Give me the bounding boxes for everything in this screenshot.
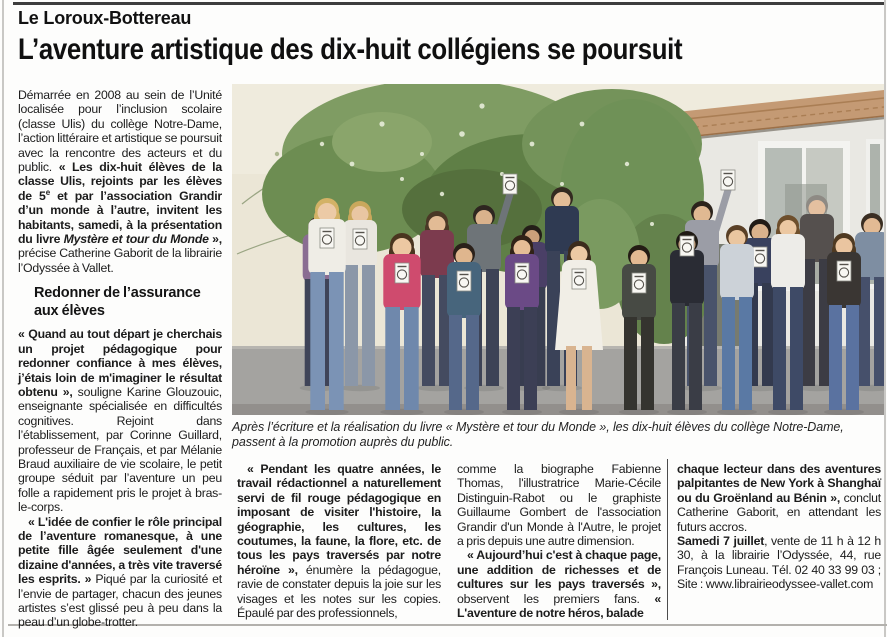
paragraph: « Quand au tout départ je cherchais un projet pédagogique pour redonner confiance à mes élèves, j’étais loin de m'imaginer le résultat obtenu », souligne Karine Glouzouic, enseignante spécialisée en difficultés cognitives. Rejoint dans l’établissement, par Corinne Guillard, professeur de Français, et par Mélanie Braud auxiliaire de vie scolaire, le petit groupe séduit par l’aventure un peu folle a rapidement pris le projet à bras-le-corps. [18,327,222,515]
column-divider-rule [667,459,668,620]
article-column-3 [457,462,661,620]
article-column-2 [237,462,441,620]
paragraph: chaque lecteur dans des aventures palpitantes de New York à Shanghaï ou du Groënland au Bénin », conclut Catherine Gaborit, en attendant les futurs accros. [677,462,881,534]
kicker: Le Loroux-Bottereau [18,8,192,28]
group-photo-illustration [232,84,884,415]
article-column-1 [18,88,222,630]
paragraph: comme la biographe Fabienne Thomas, l'illustratrice Marie-Cécile Distinguin-Rabot ou le graphiste Guillaume Gombert de l'association Grandir d'un Monde à l'Autre, le projet a pris depuis une autre dimension. [457,462,661,549]
paragraph: « Aujourd’hui c'est à chaque page, une addition de richesses et de cultures sur les pays traversés », observent les premiers fans. « L'aventure de notre héros, balade [457,548,661,621]
article-column-4 [677,462,881,592]
paragraph: « Pendant les quatre années, le travail rédactionnel a naturellement servi de fil rouge pédagogique en imposant de visiter l'histoire, la géographie, les cultures, les coutumes, la faune, la flore, etc. de tous les pays traversés par notre héroïne », énumère la pédagogue, ravie de constater depuis la joie sur les visages et les notes sur les copies. Épaulé par des professionnels, [237,462,441,621]
paragraph: Démarrée en 2008 au sein de l’Unité localisée pour l’inclusion scolaire (classe Ulis) du collège Notre-Dame, l’action littéraire et artistique se poursuit avec la rencontre des acteurs et du public. « Les dix-huit élèves de la classe Ulis, rejoints par les élèves de 5e et par l’association Grandir d’un monde à l’autre, invitent les habitants, samedi, à la présentation du livre Mystère et tour du Monde », précise Catherine Gaborit de la librairie l’Odyssée à Vallet. [18,88,222,275]
subhead: Redonner de l’assurance aux élèves [34,285,201,320]
headline: L’aventure artistique des dix-huit collégiens se poursuit [18,33,683,66]
photo-caption: Après l’écriture et la réalisation du livre « Mystère et tour du Monde », les dix-huit élèves du collège Notre-Dame, passent à la promotion auprès du public. [232,420,844,449]
paragraph: « L'idée de confier le rôle principal de l’aventure romanesque, à une petite fille âgée seulement d'une dizaine d'années, a très vite traversé les esprits. » Piqué par la curiosité et l’envie de partager, chacun des jeunes artistes s’est glissé peu à peu dans la peau d’un globe-trotter. [18,514,222,630]
article-photo [232,84,884,415]
page-edge-right [884,0,886,637]
top-rule [13,2,884,5]
practical-info: Samedi 7 juillet, vente de 11 h à 12 h 30, à la librairie l’Odyssée, 44, rue François Luneau. Tél. 02 40 33 99 03 ; Site : www.librairieodyssee-vallet.com [677,534,882,592]
page-edge-left [2,0,4,637]
